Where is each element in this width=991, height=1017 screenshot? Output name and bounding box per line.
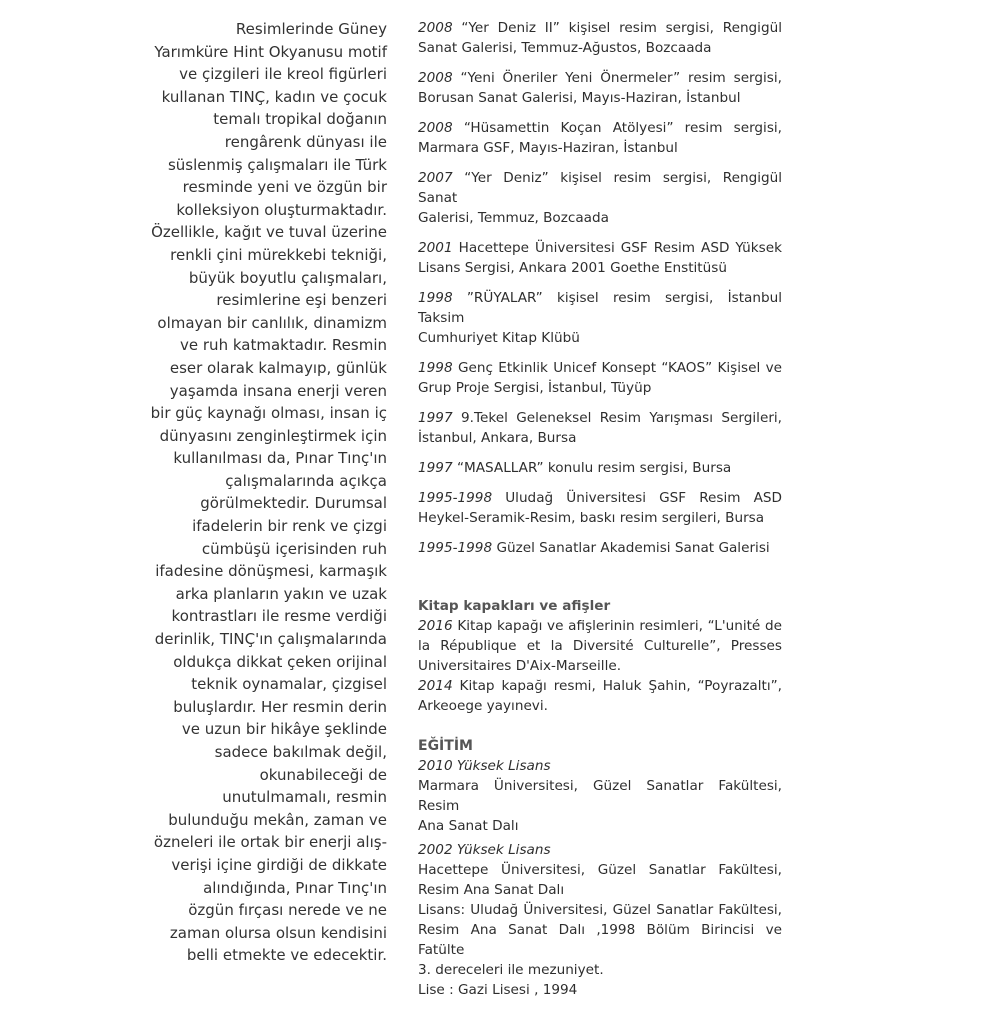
statement-line: özgün fırçası nerede ve ne [188,901,387,920]
book-covers-title: Kitap kapakları ve afişler [418,598,611,614]
statement-line: ve uzun bir hikâye şeklinde [181,720,387,739]
exhibition-line [418,508,782,528]
statement-line: cümbüşü içerisinden ruh [201,539,387,558]
book-cover-line [418,696,782,716]
exhibition-year: 1998 [418,360,453,376]
exhibition-text: Cumhuriyet Kitap Klübü [418,330,580,346]
exhibition-line [418,488,782,508]
statement-line: sadece bakılmak değil, [214,743,387,761]
statement-line: alındığında, Pınar Tınç'ın [203,878,387,897]
statement-line: Resimlerinde Güney [235,20,387,38]
statement-line: belli etmekte ve edecektir. [186,946,387,965]
statement-line: ifadelerin bir renk ve çizgi [192,517,387,536]
statement-line: arka planların yakın ve uzak [175,584,387,603]
cv-column [418,18,782,1004]
exhibition-entry [418,18,782,58]
exhibitions-list [418,18,782,558]
exhibition-year: 1998 [418,290,453,306]
exhibition-line [418,138,782,158]
book-cover-text: Kitap kapağı ve afişlerinin resimleri, “L'unité de [457,618,782,634]
statement-line: dünyasını zenginleştirmek için [159,426,387,445]
statement-line: zaman olursa olsun kendisini [169,923,387,942]
book-covers-section [418,596,782,716]
exhibition-line [418,408,782,428]
exhibition-line [418,458,782,478]
exhibition-entry [418,488,782,528]
exhibition-year: 2001 [418,240,453,256]
exhibition-entry [418,538,782,558]
statement-line: Özellikle, kağıt ve tuval üzerine [151,223,387,242]
statement-line: bir güç kaynağı olması, insan iç [150,404,387,423]
book-cover-year: 2014 [418,678,453,694]
exhibition-entry [418,168,782,228]
exhibition-line [418,378,782,398]
exhibition-entry [418,408,782,448]
statement-line: renkli çini mürekkebi tekniği, [170,245,387,264]
exhibition-line [418,38,782,58]
education-line: Lisans: Uludağ Üniversitesi, Güzel Sanatlar Fakültesi, [418,902,782,918]
exhibition-line [418,258,782,278]
exhibition-entry [418,358,782,398]
exhibition-year: 1997 [418,460,453,476]
exhibition-text: Grup Proje Sergisi, İstanbul, Tüyüp [418,380,652,396]
exhibition-year: 2008 [418,20,453,36]
statement-line: büyük boyutlu çalışmaları, [188,268,387,287]
book-cover-entry [418,676,782,716]
education-line: 3. dereceleri ile mezuniyet. [418,962,604,978]
exhibition-text: Borusan Sanat Galerisi, Mayıs-Haziran, İstanbul [418,90,741,106]
statement-line: eser olarak kalmayıp, günlük [169,358,387,377]
exhibition-text: Galerisi, Temmuz, Bozcaada [418,210,609,226]
exhibition-text: “MASALLAR” konulu resim sergisi, Bursa [456,460,732,476]
statement-line: rengârenk dünyası ile [224,132,387,151]
statement-line: olmayan bir canlılık, dinamizm [157,313,387,332]
statement-line: kullanılması da, Pınar Tınç'ın [173,449,387,468]
exhibition-text: Genç Etkinlik Unicef Konsept “KAOS” Kişisel ve [457,360,782,376]
exhibition-year: 1995-1998 [418,490,493,506]
statement-line: resminde yeni ve özgün bir [182,178,387,197]
exhibition-line [418,118,782,138]
statement-line: kontrastları ile resme verdiği [171,607,387,626]
exhibition-text: Marmara GSF, Mayıs-Haziran, İstanbul [418,140,678,156]
statement-line: ifadesine dönüşmesi, karmaşık [155,562,387,581]
statement-line: oldukça dikkat çeken orijinal [173,652,387,671]
statement-line: ve çizgileri ile kreol figürleri [179,65,387,84]
exhibition-line [418,238,782,258]
exhibition-entry [418,458,782,478]
book-cover-text: Arkeoege yayınevi. [418,698,548,714]
exhibition-line [418,428,782,448]
statement-line: verişi içine girdiği de dikkate [171,855,387,874]
exhibition-line [418,288,782,328]
book-cover-text: Kitap kapağı resmi, Haluk Şahin, “Poyrazaltı”, [459,678,782,694]
statement-line: görülmektedir. Durumsal [200,494,387,513]
statement-line: kolleksiyon oluşturmaktadır. [176,200,387,219]
statement-line: kullanan TINÇ, kadın ve çocuk [161,87,387,106]
exhibition-text: Güzel Sanatlar Akademisi Sanat Galerisi [496,540,770,556]
statement-line: Yarımküre Hint Okyanusu motif [154,42,387,61]
exhibition-line [418,68,782,88]
education-heading: 2010 Yüksek Lisans [418,758,551,774]
exhibition-year: 1995-1998 [418,540,493,556]
education-line: Hacettepe Üniversitesi, Güzel Sanatlar Fakültesi, [418,862,782,878]
book-cover-text: la République et la Diversité Culturelle”, Presses [418,638,782,654]
statement-line: derinlik, TINÇ'ın çalışmalarında [154,630,387,649]
exhibition-entry [418,68,782,108]
exhibition-text: Uludağ Üniversitesi GSF Resim ASD [505,490,782,506]
book-cover-line [418,676,782,696]
statement-line: buluşlardır. Her resmin derin [173,697,387,716]
book-cover-year: 2016 [418,618,453,634]
book-cover-line [418,656,782,676]
exhibition-text: 9.Tekel Geleneksel Resim Yarışması Sergileri, [461,410,782,426]
exhibition-text: ”RÜYALAR” kişisel resim sergisi, İstanbul Taksim [418,290,783,326]
education-line: Marmara Üniversitesi, Güzel Sanatlar Fakültesi, Resim [418,778,782,814]
statement-line: teknik oynamalar, çizgisel [191,675,387,694]
exhibition-text: Heykel-Seramik-Resim, baskı resim sergileri, Bursa [418,510,765,526]
exhibition-text: “Yeni Öneriler Yeni Önermeler” resim sergisi, [460,70,782,86]
education-line: Lise : Gazi Lisesi , 1994 [418,982,578,998]
exhibition-line [418,358,782,378]
exhibition-line [418,18,782,38]
exhibition-text: Hacettepe Üniversitesi GSF Resim ASD Yüksek [458,240,782,256]
book-covers-list [418,616,782,716]
exhibition-year: 1997 [418,410,453,426]
education-entry [418,840,782,1000]
book-cover-line [418,636,782,656]
statement-line: bulunduğu mekân, zaman ve [168,810,387,829]
education-line: Resim Ana Sanat Dalı ,1998 Bölüm Birincisi ve Fatülte [418,922,782,958]
statement-line: özneleri ile ortak bir enerji alış- [153,833,387,852]
education-section [418,736,782,1000]
education-heading: 2002 Yüksek Lisans [418,842,551,858]
exhibition-text: “Hüsamettin Koçan Atölyesi” resim sergisi, [463,120,783,136]
statement-line: çalışmalarında açıkça [225,471,387,490]
statement-line: temalı tropikal doğanın [213,110,387,129]
exhibition-line [418,538,782,558]
book-cover-text: Universitaires D'Aix-Marseille. [418,658,622,674]
exhibition-year: 2007 [418,170,453,186]
exhibition-line [418,88,782,108]
exhibition-line [418,168,782,208]
education-title: EĞİTİM [418,738,473,754]
exhibition-year: 2008 [418,120,453,136]
exhibition-text: Lisans Sergisi, Ankara 2001 Goethe Enstitüsü [418,260,727,276]
exhibition-text: Sanat Galerisi, Temmuz-Ağustos, Bozcaada [418,40,712,56]
exhibition-text: “Yer Deniz II” kişisel resim sergisi, Rengigül [461,20,782,36]
education-list [418,756,782,1000]
exhibition-entry [418,238,782,278]
exhibition-year: 2008 [418,70,453,86]
book-cover-entry [418,616,782,676]
statement-line: unutulmamalı, resmin [222,788,387,807]
statement-line: resimlerine eşi benzeri [216,291,387,310]
education-line: Resim Ana Sanat Dalı [418,882,565,898]
exhibition-text: “Yer Deniz” kişisel resim sergisi, Rengigül Sanat [418,170,783,206]
statement-line: süslenmiş çalışmaları ile Türk [167,155,387,174]
exhibition-entry [418,288,782,348]
statement-line: yaşamda insana enerji veren [169,381,387,400]
statement-line: okunabileceği de [259,765,387,784]
artist-statement [150,18,387,967]
education-line: Ana Sanat Dalı [418,818,519,834]
exhibition-line [418,208,782,228]
education-entry [418,756,782,836]
exhibition-entry [418,118,782,158]
book-cover-line [418,616,782,636]
exhibition-text: İstanbul, Ankara, Bursa [418,430,577,446]
statement-line: ve ruh katmaktadır. Resmin [180,336,387,355]
exhibition-line [418,328,782,348]
